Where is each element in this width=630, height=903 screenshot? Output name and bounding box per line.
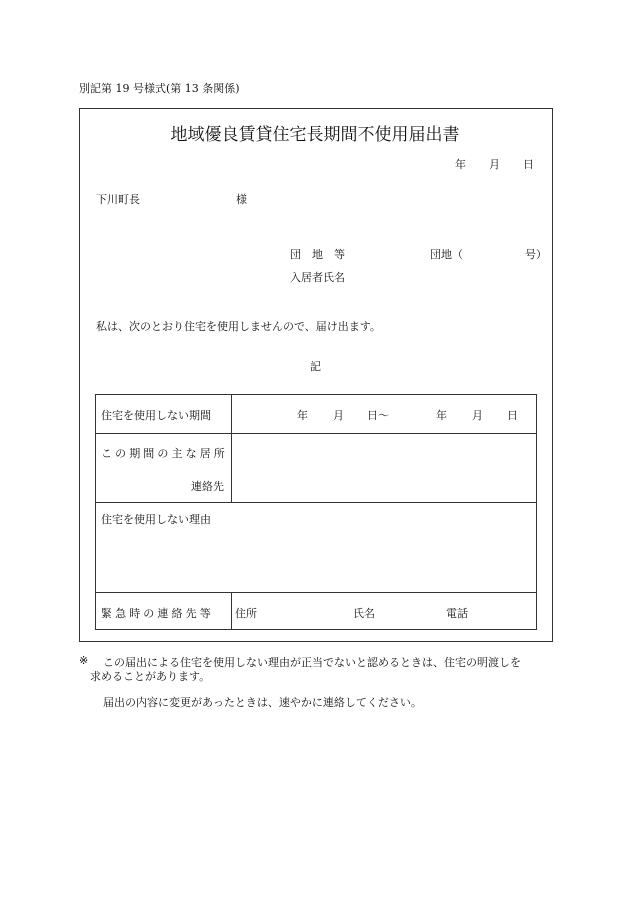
emergency-phone-label: 電話 xyxy=(446,607,468,620)
period-year-from: 年 xyxy=(297,409,308,422)
period-day-from: 日〜 xyxy=(367,409,389,422)
date-year: 年 xyxy=(455,158,466,171)
addressee-honorific: 様 xyxy=(236,193,247,206)
contact-label: 連絡先 xyxy=(191,480,224,493)
note1-line1: この届出による住宅を使用しない理由が正当でないと認めるときは、住宅の明渡しを xyxy=(103,656,521,669)
table-line xyxy=(96,502,536,503)
date-day: 日 xyxy=(523,158,534,171)
period-month-from: 月 xyxy=(333,409,344,422)
emergency-address-label: 住所 xyxy=(235,607,257,620)
period-day-to: 日 xyxy=(507,409,518,422)
resident-label: 入居者氏名 xyxy=(290,271,345,284)
note2: 届出の内容に変更があったときは、速やかに連絡してください。 xyxy=(103,696,422,709)
table-line xyxy=(96,433,536,434)
application-table xyxy=(95,394,537,630)
period-year-to: 年 xyxy=(436,409,447,422)
reason-label: 住宅を使用しない理由 xyxy=(101,513,211,526)
ki-label: 記 xyxy=(310,360,321,373)
note1-line2: 求めることがあります。 xyxy=(90,670,211,683)
table-line xyxy=(231,592,232,630)
form-title: 地域優良賃貸住宅長期間不使用届出書 xyxy=(170,125,460,145)
addressee-name: 下川町長 xyxy=(96,193,140,206)
period-label: 住宅を使用しない期間 xyxy=(101,409,211,422)
period-month-to: 月 xyxy=(472,409,483,422)
note-mark: ※ xyxy=(79,654,89,667)
danchi-label: 団 地 等 xyxy=(290,248,345,261)
emergency-name-label: 氏名 xyxy=(353,607,375,620)
danchi-go: 号） xyxy=(525,248,547,261)
date-month: 月 xyxy=(489,158,500,171)
table-line xyxy=(96,592,536,593)
emergency-label: 緊急時の連絡先等 xyxy=(101,607,214,620)
residence-label: この期間の主な居所 xyxy=(101,447,228,460)
danchi-value: 団地（ xyxy=(430,248,463,261)
statement: 私は、次のとおり住宅を使用しませんので、届け出ます。 xyxy=(96,320,381,333)
form-number: 別記第 19 号様式(第 13 条関係) xyxy=(79,82,240,95)
table-line xyxy=(231,395,232,502)
